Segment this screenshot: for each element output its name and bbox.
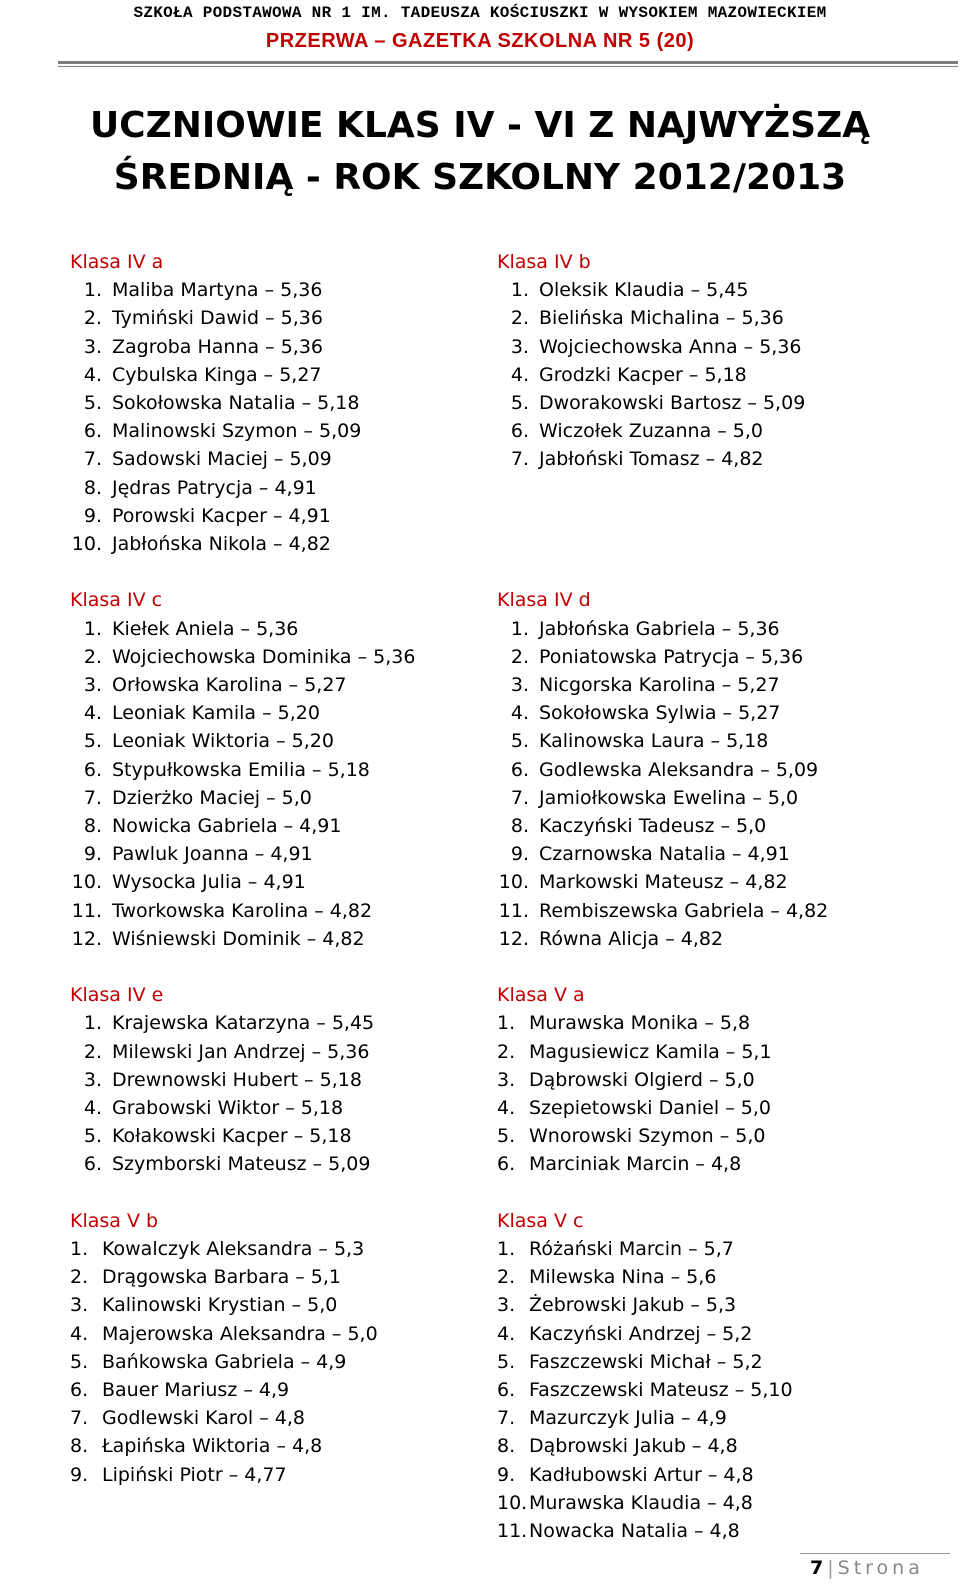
- blank-line: [497, 474, 947, 502]
- student-list-item: [497, 1291, 947, 1319]
- student-list-item: [497, 1263, 947, 1291]
- list-number: 3.: [510, 335, 529, 358]
- student-name-average: Tworkowska Karolina – 4,82: [112, 899, 373, 922]
- student-name-average: Szepietowski Daniel – 5,0: [529, 1097, 771, 1120]
- list-number: 2.: [83, 1040, 102, 1063]
- list-number: 6.: [83, 758, 102, 781]
- student-list-item: [70, 615, 470, 643]
- student-list-item: [497, 1404, 947, 1432]
- student-list-item: [497, 1038, 947, 1066]
- list-number: 10.: [498, 871, 529, 894]
- student-name-average: Poniatowska Patrycja – 5,36: [539, 645, 804, 668]
- student-name-average: Kaczyński Tadeusz – 5,0: [539, 815, 767, 838]
- student-list-item: [497, 868, 947, 896]
- list-number: 2.: [70, 1266, 89, 1289]
- student-list-item: [70, 897, 470, 925]
- class-title: Klasa V c: [497, 1209, 584, 1232]
- student-name-average: Orłowska Karolina – 5,27: [112, 674, 347, 697]
- list-number: 5.: [70, 1350, 89, 1373]
- student-name-average: Marciniak Marcin – 4,8: [529, 1153, 742, 1176]
- student-list-item: [70, 530, 470, 558]
- student-list-item: [497, 1489, 947, 1517]
- list-number: 3.: [510, 674, 529, 697]
- student-name-average: Murawska Monika – 5,8: [529, 1012, 751, 1035]
- list-number: 6.: [70, 1379, 89, 1402]
- student-name-average: Nowacka Natalia – 4,8: [529, 1520, 740, 1543]
- list-number: 9.: [83, 843, 102, 866]
- student-name-average: Wojciechowska Anna – 5,36: [539, 335, 802, 358]
- student-list-item: [497, 445, 947, 473]
- student-list-item: [70, 727, 470, 755]
- student-name-average: Tymiński Dawid – 5,36: [112, 307, 323, 330]
- student-list-item: [70, 502, 470, 530]
- header-rule-thin: [58, 66, 958, 67]
- student-name-average: Leoniak Wiktoria – 5,20: [112, 730, 334, 753]
- student-name-average: Dworakowski Bartosz – 5,09: [539, 392, 806, 415]
- student-list-item: [70, 1235, 470, 1263]
- list-number: 5.: [83, 1125, 102, 1148]
- student-name-average: Lipiński Piotr – 4,77: [102, 1463, 287, 1486]
- student-name-average: Wiczołek Zuzanna – 5,0: [539, 420, 764, 443]
- student-list-item: [497, 671, 947, 699]
- student-list-item: [497, 699, 947, 727]
- student-name-average: Sokołowska Natalia – 5,18: [112, 392, 360, 415]
- list-number: 4.: [70, 1322, 89, 1345]
- list-number: 8.: [70, 1435, 89, 1458]
- student-name-average: Pawluk Joanna – 4,91: [112, 843, 313, 866]
- blank-line: [497, 530, 947, 558]
- student-name-average: Bielińska Michalina – 5,36: [539, 307, 784, 330]
- student-name-average: Dzierżko Maciej – 5,0: [112, 786, 312, 809]
- student-name-average: Oleksik Klaudia – 5,45: [539, 279, 749, 302]
- page-title: [0, 100, 960, 204]
- list-number: 9.: [497, 1463, 516, 1486]
- list-number: 9.: [510, 843, 529, 866]
- student-name-average: Krajewska Katarzyna – 5,45: [112, 1012, 375, 1035]
- list-number: 3.: [497, 1294, 516, 1317]
- student-list-item: [497, 1348, 947, 1376]
- student-list-item: [70, 1009, 470, 1037]
- list-number: 11.: [71, 899, 102, 922]
- student-list-item: [70, 474, 470, 502]
- list-number: 3.: [83, 1068, 102, 1091]
- student-name-average: Kalinowska Laura – 5,18: [539, 730, 769, 753]
- list-number: 9.: [70, 1463, 89, 1486]
- list-number: 4.: [83, 702, 102, 725]
- student-list-item: [70, 1404, 470, 1432]
- student-name-average: Bauer Mariusz – 4,9: [102, 1379, 290, 1402]
- footer-rule: [800, 1553, 950, 1554]
- student-name-average: Maliba Martyna – 5,36: [112, 279, 323, 302]
- class-title: Klasa IV a: [70, 251, 164, 273]
- student-name-average: Równa Alicja – 4,82: [539, 927, 724, 950]
- student-name-average: Rembiszewska Gabriela – 4,82: [539, 899, 829, 922]
- student-list-item: [497, 615, 947, 643]
- list-number: 6.: [510, 758, 529, 781]
- list-number: 9.: [83, 504, 102, 527]
- student-name-average: Porowski Kacper – 4,91: [112, 504, 331, 527]
- student-name-average: Jamiołkowska Ewelina – 5,0: [539, 786, 799, 809]
- class-title: Klasa IV d: [497, 589, 591, 612]
- page-number: 7: [810, 1557, 824, 1579]
- list-number: 7.: [70, 1407, 89, 1430]
- student-list-item: [70, 643, 470, 671]
- student-list-item: [70, 276, 470, 304]
- student-list-item: [70, 1432, 470, 1460]
- page-title-line-2: ŚREDNIĄ - ROK SZKOLNY 2012/2013: [113, 157, 847, 198]
- student-name-average: Bańkowska Gabriela – 4,9: [102, 1350, 347, 1373]
- page-title-line-1: UCZNIOWIE KLAS IV - VI Z NAJWYŻSZĄ: [89, 105, 871, 146]
- student-name-average: Kiełek Aniela – 5,36: [112, 617, 299, 640]
- list-number: 6.: [510, 420, 529, 443]
- student-list-item: [497, 727, 947, 755]
- student-list-item: [497, 1094, 947, 1122]
- student-list-item: [497, 1122, 947, 1150]
- list-number: 11.: [498, 899, 529, 922]
- student-name-average: Dąbrowski Jakub – 4,8: [529, 1435, 738, 1458]
- student-list-item: [497, 417, 947, 445]
- student-name-average: Kadłubowski Artur – 4,8: [529, 1463, 754, 1486]
- list-number: 2.: [83, 307, 102, 330]
- list-number: 12.: [498, 927, 529, 950]
- list-number: 1.: [510, 279, 529, 302]
- student-list-item: [70, 812, 470, 840]
- student-list-item: [70, 304, 470, 332]
- student-name-average: Kalinowski Krystian – 5,0: [102, 1294, 338, 1317]
- student-name-average: Godlewski Karol – 4,8: [102, 1407, 305, 1430]
- student-list-item: [70, 868, 470, 896]
- class-section: [70, 248, 470, 558]
- list-number: 3.: [83, 674, 102, 697]
- left-column: [70, 248, 470, 1517]
- student-name-average: Jabłońska Gabriela – 5,36: [539, 617, 780, 640]
- student-list-item: [497, 1235, 947, 1263]
- student-name-average: Zagroba Hanna – 5,36: [112, 335, 324, 358]
- student-list-item: [70, 1263, 470, 1291]
- student-list-item: [497, 897, 947, 925]
- student-name-average: Cybulska Kinga – 5,27: [112, 363, 322, 386]
- list-number: 4.: [510, 702, 529, 725]
- class-section: [70, 1207, 470, 1489]
- student-list-item: [497, 840, 947, 868]
- list-number: 7.: [83, 786, 102, 809]
- list-number: 2.: [83, 645, 102, 668]
- student-list-item: [497, 1461, 947, 1489]
- student-name-average: Jędras Patrycja – 4,91: [112, 476, 317, 499]
- student-name-average: Leoniak Kamila – 5,20: [112, 702, 320, 725]
- student-name-average: Milewski Jan Andrzej – 5,36: [112, 1040, 370, 1063]
- class-title: Klasa IV b: [497, 251, 591, 273]
- student-list-item: [70, 417, 470, 445]
- list-number: 5.: [510, 730, 529, 753]
- student-list-item: [497, 1432, 947, 1460]
- list-number: 4.: [497, 1097, 516, 1120]
- list-number: 7.: [83, 448, 102, 471]
- student-list-item: [70, 1150, 470, 1178]
- list-number: 4.: [497, 1322, 516, 1345]
- student-name-average: Wysocka Julia – 4,91: [112, 871, 306, 894]
- header-rule-thick: [58, 61, 958, 64]
- list-number: 10.: [497, 1491, 528, 1514]
- list-number: 1.: [497, 1012, 516, 1035]
- student-name-average: Kaczyński Andrzej – 5,2: [529, 1322, 753, 1345]
- student-list-item: [497, 1066, 947, 1094]
- list-number: 8.: [83, 476, 102, 499]
- class-section: [70, 981, 470, 1178]
- class-section: [70, 586, 470, 953]
- list-number: 4.: [83, 1097, 102, 1120]
- student-list-item: [70, 361, 470, 389]
- student-list-item: [70, 925, 470, 953]
- student-name-average: Wojciechowska Dominika – 5,36: [112, 645, 416, 668]
- student-name-average: Faszczewski Mateusz – 5,10: [529, 1379, 793, 1402]
- list-number: 8.: [83, 815, 102, 838]
- student-list-item: [70, 671, 470, 699]
- list-number: 10.: [71, 871, 102, 894]
- list-number: 6.: [497, 1153, 516, 1176]
- student-name-average: Malinowski Szymon – 5,09: [112, 420, 362, 443]
- list-number: 11.: [497, 1520, 528, 1543]
- student-name-average: Czarnowska Natalia – 4,91: [539, 843, 790, 866]
- list-number: 7.: [497, 1407, 516, 1430]
- student-name-average: Wiśniewski Dominik – 4,82: [112, 927, 365, 950]
- list-number: 7.: [510, 786, 529, 809]
- list-number: 2.: [497, 1266, 516, 1289]
- class-title: Klasa V a: [497, 984, 585, 1007]
- student-list-item: [70, 1320, 470, 1348]
- student-list-item: [497, 361, 947, 389]
- student-list-item: [70, 1461, 470, 1489]
- student-name-average: Sadowski Maciej – 5,09: [112, 448, 332, 471]
- student-name-average: Szymborski Mateusz – 5,09: [112, 1153, 371, 1176]
- student-list-item: [497, 1517, 947, 1545]
- student-list-item: [497, 1320, 947, 1348]
- student-list-item: [497, 1009, 947, 1037]
- student-name-average: Markowski Mateusz – 4,82: [539, 871, 788, 894]
- page-footer: [810, 1557, 924, 1579]
- list-number: 1.: [70, 1238, 89, 1261]
- list-number: 10.: [71, 533, 102, 556]
- list-number: 12.: [71, 927, 102, 950]
- student-list-item: [497, 812, 947, 840]
- student-name-average: Dąbrowski Olgierd – 5,0: [529, 1068, 755, 1091]
- class-title: Klasa IV e: [70, 984, 164, 1007]
- list-number: 5.: [83, 730, 102, 753]
- list-number: 4.: [510, 363, 529, 386]
- list-number: 5.: [497, 1350, 516, 1373]
- student-name-average: Drągowska Barbara – 5,1: [102, 1266, 342, 1289]
- student-list-item: [70, 1038, 470, 1066]
- student-list-item: [497, 389, 947, 417]
- student-list-item: [70, 389, 470, 417]
- footer-separator: |: [827, 1557, 834, 1579]
- list-number: 8.: [497, 1435, 516, 1458]
- list-number: 3.: [83, 335, 102, 358]
- list-number: 2.: [497, 1040, 516, 1063]
- student-list-item: [497, 333, 947, 361]
- list-number: 6.: [497, 1379, 516, 1402]
- list-number: 2.: [510, 307, 529, 330]
- student-name-average: Kowalczyk Aleksandra – 5,3: [102, 1238, 365, 1261]
- list-number: 5.: [510, 392, 529, 415]
- student-list-item: [497, 925, 947, 953]
- list-number: 1.: [83, 279, 102, 302]
- list-number: 1.: [83, 1012, 102, 1035]
- student-name-average: Mazurczyk Julia – 4,9: [529, 1407, 727, 1430]
- student-name-average: Majerowska Aleksandra – 5,0: [102, 1322, 378, 1345]
- list-number: 1.: [510, 617, 529, 640]
- student-list-item: [497, 1376, 947, 1404]
- footer-label: Strona: [837, 1557, 924, 1579]
- student-name-average: Grabowski Wiktor – 5,18: [112, 1097, 344, 1120]
- student-list-item: [497, 276, 947, 304]
- class-title: Klasa V b: [70, 1209, 159, 1232]
- student-list-item: [70, 1348, 470, 1376]
- list-number: 5.: [83, 392, 102, 415]
- list-number: 1.: [497, 1238, 516, 1261]
- student-list-item: [70, 1376, 470, 1404]
- list-number: 5.: [497, 1125, 516, 1148]
- student-name-average: Stypułkowska Emilia – 5,18: [112, 758, 370, 781]
- student-list-item: [70, 1066, 470, 1094]
- list-number: 3.: [497, 1068, 516, 1091]
- student-name-average: Nowicka Gabriela – 4,91: [112, 815, 342, 838]
- list-number: 2.: [510, 645, 529, 668]
- student-name-average: Wnorowski Szymon – 5,0: [529, 1125, 766, 1148]
- class-section: [497, 1207, 947, 1545]
- student-list-item: [70, 445, 470, 473]
- student-list-item: [497, 643, 947, 671]
- blank-line: [497, 502, 947, 530]
- student-list-item: [70, 784, 470, 812]
- class-section: [497, 586, 947, 953]
- list-number: 3.: [70, 1294, 89, 1317]
- student-name-average: Godlewska Aleksandra – 5,09: [539, 758, 819, 781]
- class-section: [497, 981, 947, 1178]
- student-name-average: Jabłoński Tomasz – 4,82: [539, 448, 764, 471]
- student-name-average: Łapińska Wiktoria – 4,8: [102, 1435, 323, 1458]
- student-list-item: [70, 1122, 470, 1150]
- class-title: Klasa IV c: [70, 589, 163, 612]
- student-name-average: Faszczewski Michał – 5,2: [529, 1350, 763, 1373]
- class-section: [497, 248, 947, 558]
- student-list-item: [70, 756, 470, 784]
- student-name-average: Nicgorska Karolina – 5,27: [539, 674, 780, 697]
- student-list-item: [70, 699, 470, 727]
- student-list-item: [70, 333, 470, 361]
- student-list-item: [497, 1150, 947, 1178]
- student-list-item: [70, 840, 470, 868]
- student-name-average: Kołakowski Kacper – 5,18: [112, 1125, 352, 1148]
- student-list-item: [497, 304, 947, 332]
- student-name-average: Różański Marcin – 5,7: [529, 1238, 734, 1261]
- list-number: 4.: [83, 363, 102, 386]
- student-name-average: Żebrowski Jakub – 5,3: [529, 1294, 737, 1317]
- student-name-average: Jabłońska Nikola – 4,82: [112, 533, 331, 556]
- right-column: [497, 248, 947, 1573]
- list-number: 6.: [83, 420, 102, 443]
- student-list-item: [70, 1094, 470, 1122]
- student-name-average: Grodzki Kacper – 5,18: [539, 363, 747, 386]
- school-name-header: SZKOŁA PODSTAWOWA NR 1 IM. TADEUSZA KOŚCIUSZKI W WYSOKIEM MAZOWIECKIEM: [133, 4, 827, 22]
- student-name-average: Milewska Nina – 5,6: [529, 1266, 717, 1289]
- gazette-header: PRZERWA – GAZETKA SZKOLNA NR 5 (20): [265, 30, 695, 52]
- list-number: 8.: [510, 815, 529, 838]
- list-number: 7.: [510, 448, 529, 471]
- student-list-item: [497, 756, 947, 784]
- student-list-item: [497, 784, 947, 812]
- student-name-average: Murawska Klaudia – 4,8: [529, 1491, 753, 1514]
- student-name-average: Drewnowski Hubert – 5,18: [112, 1068, 362, 1091]
- student-list-item: [70, 1291, 470, 1319]
- student-name-average: Sokołowska Sylwia – 5,27: [539, 702, 781, 725]
- list-number: 6.: [83, 1153, 102, 1176]
- list-number: 1.: [83, 617, 102, 640]
- student-name-average: Magusiewicz Kamila – 5,1: [529, 1040, 772, 1063]
